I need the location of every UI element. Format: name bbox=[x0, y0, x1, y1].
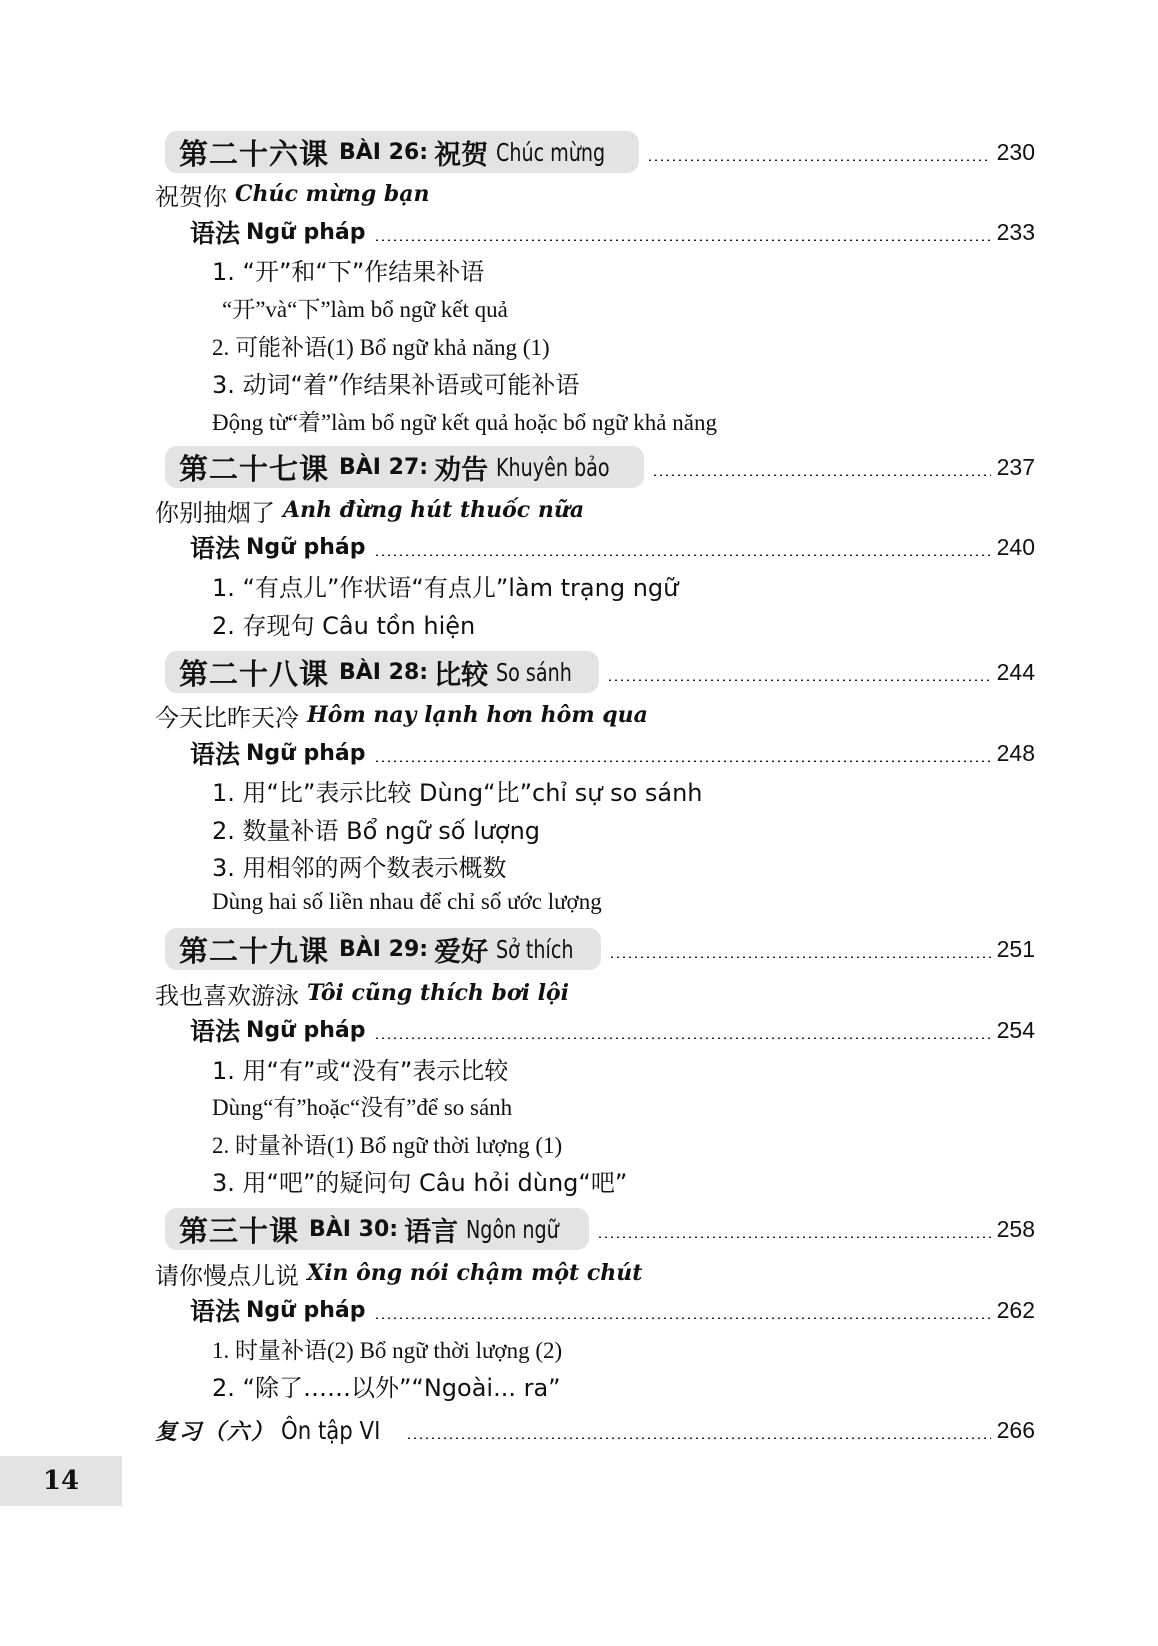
grammar-zh: 语法 bbox=[190, 1017, 241, 1046]
grammar-item bbox=[212, 325, 1035, 365]
grammar-entry[interactable] bbox=[190, 212, 1035, 252]
lesson-number-vi: BÀI 27: bbox=[339, 454, 429, 480]
item-text: “开”và“下”làm bổ ngữ kết quả bbox=[222, 296, 508, 322]
lesson-29-heading[interactable] bbox=[155, 929, 1035, 969]
grammar-item bbox=[212, 249, 1035, 289]
dot-leader bbox=[374, 760, 991, 762]
dot-leader bbox=[406, 1437, 991, 1439]
grammar-item bbox=[212, 362, 1035, 402]
grammar-entry[interactable] bbox=[190, 1290, 1035, 1330]
item-text: 1. “有点儿”作状语“有点儿”làm trạng ngữ bbox=[212, 573, 679, 602]
lesson-number-zh: 第三十课 bbox=[179, 1213, 300, 1248]
dot-leader bbox=[647, 159, 991, 161]
lesson-topic-vi: Chúc mừng bbox=[496, 137, 606, 167]
dot-leader bbox=[374, 1317, 991, 1319]
grammar-entry[interactable] bbox=[190, 733, 1035, 773]
item-text: 3. 用相邻的两个数表示概数 bbox=[212, 853, 507, 882]
dialog-entry bbox=[155, 174, 1035, 214]
lesson-topic-zh: 比较 bbox=[434, 659, 489, 691]
grammar-vi: Ngữ pháp bbox=[246, 219, 366, 245]
item-text: 2. 时量补语(1) Bổ ngữ thời lượng (1) bbox=[212, 1132, 563, 1158]
dialog-zh: 你别抽烟了 bbox=[155, 498, 275, 527]
item-text: Dùng hai số liền nhau để chỉ số ước lượng bbox=[212, 889, 602, 914]
lesson-30-heading[interactable] bbox=[155, 1209, 1035, 1249]
item-text: 1. 用“有”或“没有”表示比较 bbox=[212, 1056, 509, 1085]
dot-leader bbox=[374, 554, 991, 556]
lesson-28-heading[interactable] bbox=[155, 652, 1035, 692]
dialog-vi: Chúc mừng bạn bbox=[235, 181, 430, 207]
dialog-entry bbox=[155, 490, 1035, 530]
page-ref: 266 bbox=[996, 1416, 1035, 1443]
dialog-vi: Xin ông nói chậm một chút bbox=[307, 1260, 643, 1286]
grammar-item bbox=[222, 287, 1045, 327]
dot-leader bbox=[652, 474, 991, 476]
lesson-title-pill bbox=[165, 446, 644, 488]
dialog-entry bbox=[155, 973, 1035, 1013]
lesson-number-vi: BÀI 30: bbox=[309, 1216, 399, 1242]
grammar-item bbox=[212, 565, 1035, 605]
item-text: 1. 时量补语(2) Bổ ngữ thời lượng (2) bbox=[212, 1337, 563, 1363]
grammar-zh: 语法 bbox=[190, 740, 241, 769]
review-zh: 复习（六） bbox=[155, 1419, 276, 1445]
grammar-item bbox=[212, 770, 1035, 810]
page-ref: 251 bbox=[996, 935, 1035, 962]
lesson-title-pill bbox=[165, 1208, 589, 1250]
grammar-zh: 语法 bbox=[190, 219, 241, 248]
dialog-vi: Anh đừng hút thuốc nữa bbox=[283, 497, 585, 523]
item-text: 2. 可能补语(1) Bổ ngữ khả năng (1) bbox=[212, 334, 550, 360]
grammar-entry[interactable] bbox=[190, 1010, 1035, 1050]
lesson-topic-vi: Sở thích bbox=[496, 934, 574, 964]
page-ref: 237 bbox=[996, 453, 1035, 480]
lesson-number-zh: 第二十六课 bbox=[179, 136, 330, 171]
grammar-item bbox=[212, 1160, 1035, 1200]
lesson-number-zh: 第二十七课 bbox=[179, 451, 330, 486]
grammar-item bbox=[212, 808, 1035, 848]
review-heading[interactable] bbox=[155, 1410, 1035, 1450]
lesson-number-zh: 第二十八课 bbox=[179, 656, 330, 691]
grammar-entry[interactable] bbox=[190, 527, 1035, 567]
dialog-zh: 我也喜欢游泳 bbox=[155, 981, 299, 1010]
page-ref: 248 bbox=[996, 739, 1035, 766]
lesson-title-pill bbox=[165, 131, 639, 173]
lesson-topic-zh: 祝贺 bbox=[434, 139, 489, 171]
grammar-item bbox=[212, 603, 1035, 643]
lesson-number-vi: BÀI 28: bbox=[339, 659, 429, 685]
grammar-item bbox=[212, 882, 1035, 922]
page-ref: 244 bbox=[996, 658, 1035, 685]
grammar-item bbox=[212, 1123, 1035, 1163]
item-text: 2. “除了……以外”“Ngoài... ra” bbox=[212, 1373, 561, 1402]
lesson-topic-zh: 爱好 bbox=[434, 936, 489, 968]
lesson-26-heading[interactable] bbox=[155, 132, 1035, 172]
page-ref: 240 bbox=[996, 533, 1035, 560]
grammar-item bbox=[212, 1365, 1035, 1405]
lesson-topic-vi: So sánh bbox=[496, 657, 572, 687]
item-text: 1. “开”和“下”作结果补语 bbox=[212, 257, 485, 286]
item-text: 2. 数量补语 Bổ ngữ số lượng bbox=[212, 816, 541, 845]
page-ref: 254 bbox=[996, 1016, 1035, 1043]
lesson-topic-zh: 语言 bbox=[404, 1216, 459, 1248]
grammar-zh: 语法 bbox=[190, 534, 241, 563]
lesson-topic-vi: Ngôn ngữ bbox=[466, 1214, 559, 1244]
item-text: 3. 用“吧”的疑问句 Câu hỏi dùng“吧” bbox=[212, 1168, 628, 1197]
grammar-item bbox=[212, 1048, 1035, 1088]
page-ref: 262 bbox=[996, 1296, 1035, 1323]
review-vi: Ôn tập VI bbox=[281, 1415, 381, 1445]
page-ref: 258 bbox=[996, 1215, 1035, 1242]
item-text: 1. 用“比”表示比较 Dùng“比”chỉ sự so sánh bbox=[212, 778, 703, 807]
grammar-zh: 语法 bbox=[190, 1297, 241, 1326]
dialog-entry bbox=[155, 695, 1035, 735]
dot-leader bbox=[607, 679, 990, 681]
item-text: Động từ“着”làm bổ ngữ kết quả hoặc bổ ngữ khả năng bbox=[212, 409, 717, 435]
page-number: 14 bbox=[0, 1456, 122, 1506]
lesson-topic-zh: 劝告 bbox=[434, 454, 489, 486]
grammar-item bbox=[212, 1085, 1035, 1125]
dialog-vi: Hôm nay lạnh hơn hôm qua bbox=[307, 702, 648, 728]
grammar-item bbox=[212, 1328, 1035, 1368]
grammar-item bbox=[212, 400, 1035, 440]
grammar-vi: Ngữ pháp bbox=[246, 1017, 366, 1043]
lesson-number-vi: BÀI 29: bbox=[339, 936, 429, 962]
dot-leader bbox=[374, 239, 991, 241]
lesson-title-pill bbox=[165, 651, 599, 693]
grammar-vi: Ngữ pháp bbox=[246, 1297, 366, 1323]
item-text: 3. 动词“着”作结果补语或可能补语 bbox=[212, 370, 580, 399]
dot-leader bbox=[597, 1236, 990, 1238]
page-ref: 233 bbox=[996, 218, 1035, 245]
item-text: Dùng“有”hoặc“没有”để so sánh bbox=[212, 1094, 513, 1120]
lesson-number-vi: BÀI 26: bbox=[339, 139, 429, 165]
grammar-vi: Ngữ pháp bbox=[246, 534, 366, 560]
dialog-zh: 祝贺你 bbox=[155, 182, 227, 211]
page-ref: 230 bbox=[996, 138, 1035, 165]
item-text: 2. 存现句 Câu tồn hiện bbox=[212, 611, 476, 640]
lesson-27-heading[interactable] bbox=[155, 447, 1035, 487]
lesson-title-pill bbox=[165, 928, 601, 970]
grammar-vi: Ngữ pháp bbox=[246, 740, 366, 766]
grammar-item bbox=[212, 845, 1035, 885]
dialog-zh: 今天比昨天冷 bbox=[155, 703, 299, 732]
dot-leader bbox=[609, 956, 990, 958]
lesson-topic-vi: Khuyên bảo bbox=[496, 452, 610, 482]
dialog-vi: Tôi cũng thích bơi lội bbox=[307, 980, 569, 1006]
dot-leader bbox=[374, 1037, 991, 1039]
lesson-number-zh: 第二十九课 bbox=[179, 933, 330, 968]
dialog-entry bbox=[155, 1253, 1035, 1293]
dialog-zh: 请你慢点儿说 bbox=[155, 1261, 299, 1290]
